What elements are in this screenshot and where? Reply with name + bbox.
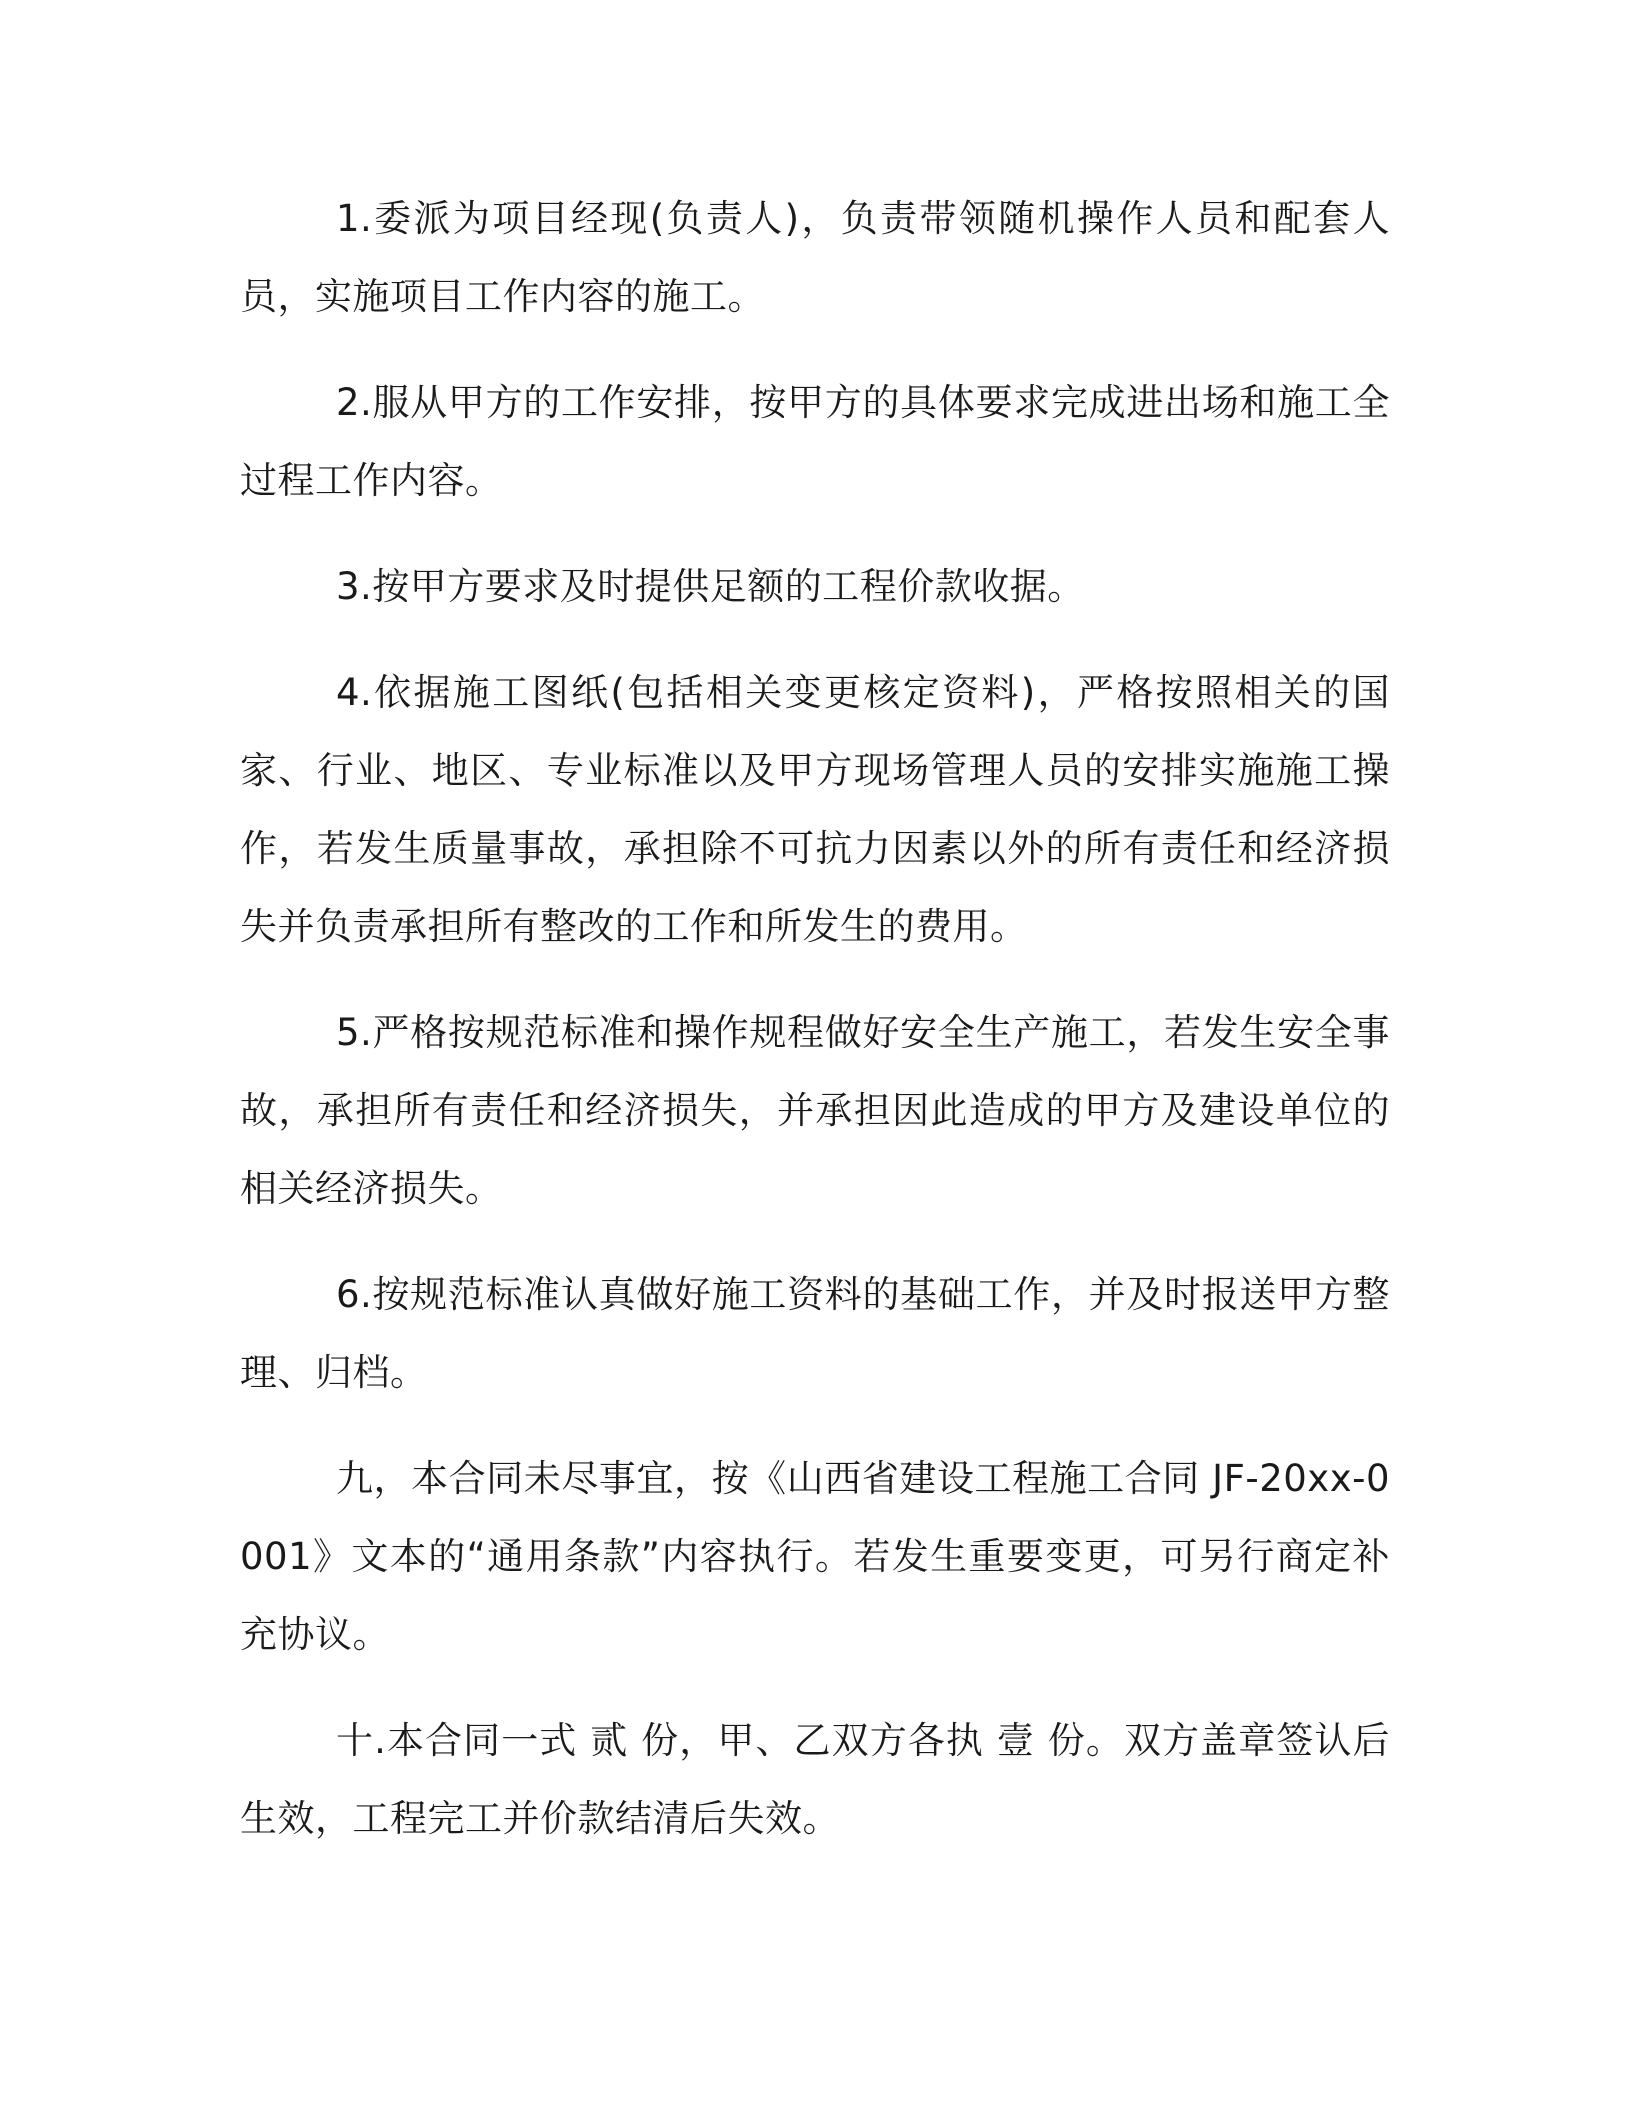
clause-6-paragraph: 6.按规范标准认真做好施工资料的基础工作，并及时报送甲方整理、归档。 bbox=[240, 1273, 1390, 1394]
document-body bbox=[240, 180, 1390, 1886]
clause-3-paragraph: 3.按甲方要求及时提供足额的工程价款收据。 bbox=[336, 565, 1085, 608]
section-10-paragraph: 十.本合同一式 贰 份，甲、乙双方各执 壹 份。双方盖章签认后生效，工程完工并价款结清后失效。 bbox=[240, 1719, 1390, 1840]
clause-2-paragraph: 2.服从甲方的工作安排，按甲方的具体要求完成进出场和施工全过程工作内容。 bbox=[240, 381, 1390, 502]
clause-4-paragraph: 4.依据施工图纸(包括相关变更核定资料)，严格按照相关的国家、行业、地区、专业标准以及甲方现场管理人员的安排实施施工操作，若发生质量事故，承担除不可抗力因素以外的所有责任和经济损失并负责承担所有整改的工作和所发生的费用。 bbox=[240, 671, 1390, 948]
clause-1-paragraph: 1.委派为项目经现(负责人)，负责带领随机操作人员和配套人员，实施项目工作内容的施工。 bbox=[240, 197, 1390, 318]
clause-5-paragraph: 5.严格按规范标准和操作规程做好安全生产施工，若发生安全事故，承担所有责任和经济损失，并承担因此造成的甲方及建设单位的相关经济损失。 bbox=[240, 1011, 1390, 1210]
section-9-paragraph: 九，本合同未尽事宜，按《山西省建设工程施工合同 JF-20xx-0001》文本的“通用条款”内容执行。若发生重要变更，可另行商定补充协议。 bbox=[240, 1457, 1390, 1656]
